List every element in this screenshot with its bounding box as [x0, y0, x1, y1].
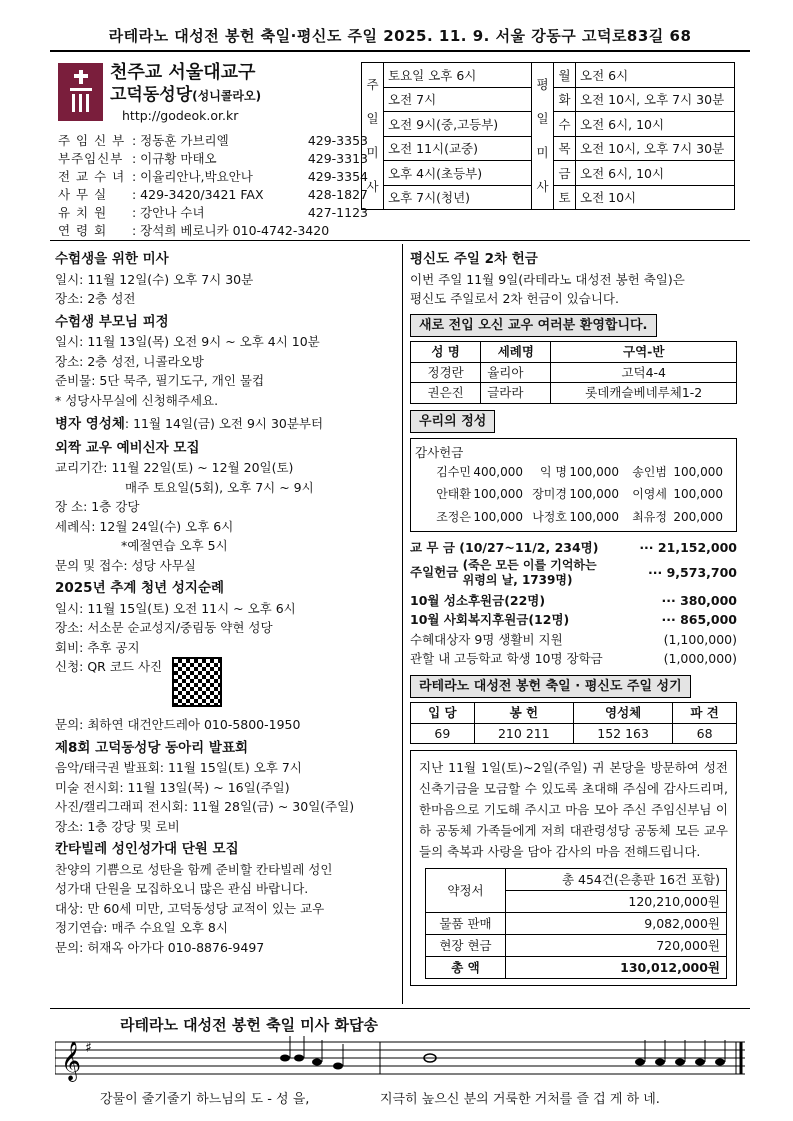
- list-item: 10월 성소후원금(22명) ··· 380,000: [410, 592, 737, 608]
- section-title: 외짝 교우 예비신자 모집: [55, 439, 200, 456]
- list-item: 주일헌금 (죽은 모든 이를 기억하는 위령의 날, 1739명) ··· 9,573,700: [410, 557, 737, 587]
- treble-clef-icon: 𝄞: [61, 1041, 82, 1081]
- offering-heading: 우리의 정성: [410, 410, 495, 434]
- thanks-offering-box: 감사헌금 김수민 400,000 익 명 100,000 송인범 100,000 안태환 100,000 장미경 100,000 이영세 100,000 조정은 100,000 나정호 100,000 최유정 200,000: [410, 438, 737, 532]
- sunday-mass-label: 주 일 미 사: [362, 63, 384, 210]
- right-column: 평신도 주일 2차 헌금 이번 주일 11월 9일(라테라노 대성전 봉헌 축일)은 평신도 주일로서 2차 헌금이 있습니다. 새로 전입 오신 교우 여러분 환영합니다. 성 명 세례명 구역-반 정경란 율리아 고덕4-4 권은진 글라라 롯데캐슬베네루체1-2 우리의 정성 감사헌금 김수민 400,000 익 명 100,000 송인범 100,000 안태환 100,000 장미경 100,000 이영세 100,000 조정은 100,000 나정호 100,000 최유정 200,000 교 무 금 (10/27~11/2, 234명) ··· 21,152,000 주일헌금 (죽은 모든 이를 기억하는 위령의 날, 1739명) ··· 9,573,700 10월 성소후원금(22명) ··· 380,000 10월 사회복지후원금(12명) ··· 865,000 수혜대상자 9명 생활비 지원 (1,100,000) 관할 내 고등학교 학생 10명 장학금 (1,000,000) 라테라노 대성전 봉헌 축일 · 평신도 주일 성기 입 당 봉 헌 영성체 파 견 69 210 211 152 163 68 지난 11월 1일(토)~2일(주일) 귀 본당을 방문하여 성전신축기금을 모금할 수 있도록 초대해 주심에 감사드리며, 한마음으로 기도해 주시고 마음 모아 주신 주임신부님 이하 공동체 가족들에게 저희 대관령성당 공동체 모든 교우들의 축복과 사랑을 담아 감사의 마음 전해드립니다. 약정서 총 454건(은총판 16건 포함) 120,210,000원 물품 판매 9,082,000원 현장 현금 720,000원 총 액 130,012,000원: [410, 246, 737, 986]
- sunday-mass-time: 오후 4시(초등부): [384, 161, 532, 186]
- left-column: 수험생을 위한 미사 일시: 11월 12일(수) 오후 7시 30분 장소: 2층 성전 수험생 부모님 피정 일시: 11월 13일(목) 오전 9시 ~ 오후 4시 10분 장소: 2층 성전, 니콜라오방 준비물: 5단 묵주, 필기도구, 개인 물컵 * 성당사무실에 신청해주세요. 병자 영성체: 11월 14일(금) 오전 9시 30분부터 외짝 교우 예비신자 모집 교리기간: 11월 22일(토) ~ 12월 20일(토) 매주 토요일(5회), 오후 7시 ~ 9시 장 소: 1층 강당 세례식: 12월 24일(수) 오후 6시 *예절연습 오후 5시 문의 및 접수: 성당 사무실 2025년 추계 청년 성지순례 일시: 11월 15일(토) 오전 11시 ~ 오후 6시 장소: 서소문 순교성지/중림동 약현 성당 회비: 추후 공지 신청: QR 코드 사진 문의: 최하연 대건안드레아 010-5800-1950 제8회 고덕동성당 동아리 발표회 음악/태극권 발표회: 11월 15일(토) 오후 7시 미술 전시회: 11월 13일(목) ~ 16일(주일) 사진/캘리그래피 전시회: 11월 28일(금) ~ 30일(주일) 장소: 1층 강당 및 로비 칸타빌레 성인성가대 단원 모집 찬양의 기쁨으로 성탄을 함께 준비할 칸타빌레 성인 성가대 단원을 모집하오니 많은 관심 바랍니다. 대상: 만 60세 미만, 고덕동성당 교적이 있는 교우 정기연습: 매주 수요일 오후 8시 문의: 허재옥 아가다 010-8876-9497: [55, 246, 395, 957]
- staff-role: 유 치 원: [58, 205, 108, 220]
- thank-you-message: 지난 11월 1일(토)~2일(주일) 귀 본당을 방문하여 성전신축기금을 모금할 수 있도록 초대해 주심에 감사드리며, 한마음으로 기도해 주시고 마음 모아 주신 주임신부님 이하 공동체 가족들에게 저희 대관령성당 공동체 모든 교우들의 축복과 사랑을 담아 감사의 마음 전해드립니다. 약정서 총 454건(은총판 16건 포함) 120,210,000원 물품 판매 9,082,000원 현장 현금 720,000원 총 액 130,012,000원: [410, 750, 737, 986]
- section-title: 칸타빌레 성인성가대 단원 모집: [55, 841, 239, 857]
- section-title: 병자 영성체: [55, 416, 125, 432]
- attendance-table: 입 당 봉 헌 영성체 파 견 69 210 211 152 163 68: [410, 702, 737, 744]
- staff-name: : 이율리안나,박요안나: [132, 169, 253, 184]
- lyrics-line-2: 지극히 높으신 분의 거룩한 거처를 즐 겁 게 하 네.: [380, 1092, 660, 1107]
- staff-role: 연 령 회: [58, 223, 108, 238]
- staff-name: : 장석희 베로니카 010-4742-3420: [132, 223, 330, 238]
- qr-code-icon[interactable]: [172, 657, 222, 707]
- sunday-mass-time: 오전 9시(중,고등부): [384, 112, 532, 137]
- music-staff: [55, 1036, 745, 1082]
- table-row: 약정서 총 454건(은총판 16건 포함): [426, 869, 727, 891]
- section-title: 제8회 고덕동성당 동아리 발표회: [55, 739, 249, 756]
- staff-role: 사 무 실: [58, 187, 108, 202]
- finance-summary: [410, 538, 737, 669]
- table-row: 120,210,000원: [426, 891, 727, 913]
- staff-role: 전 교 수 녀: [58, 169, 126, 184]
- section-title: 평신도 주일 2차 헌금: [410, 251, 538, 267]
- staff-phone: 428-1827: [307, 187, 368, 202]
- sunday-mass-time: 오후 7시(청년): [384, 185, 532, 210]
- bulletin-header: 라테라노 대성전 봉헌 축일·평신도 주일 2025. 11. 9. 서울 강동구 고덕로83길 68: [50, 25, 750, 52]
- staff-list: [58, 132, 372, 240]
- table-row: 총 액 130,012,000원: [426, 957, 727, 979]
- staff-phone: 429-3353: [307, 133, 368, 148]
- list-item: 관할 내 고등학교 학생 10명 장학금 (1,000,000): [410, 651, 737, 666]
- lyrics-line-1: 강물이 줄기줄기 하느님의 도 - 성 을,: [100, 1092, 310, 1107]
- table-row: 물품 판매 9,082,000원: [426, 913, 727, 935]
- weekday-mass-label: 평 일 미 사: [532, 63, 554, 210]
- section-title: 2025년 추계 청년 성지순례: [55, 580, 225, 596]
- staff-role: 주 임 신 부: [58, 133, 126, 148]
- svg-text:♯: ♯: [85, 1040, 92, 1056]
- welcome-heading: 새로 전입 오신 교우 여러분 환영합니다.: [410, 314, 657, 338]
- staff-name: : 강안나 수녀: [132, 205, 205, 220]
- section-title: 수험생을 위한 미사: [55, 251, 169, 267]
- staff-name: : 429-3420/3421 FAX: [132, 187, 264, 202]
- psalm-title: 라테라노 대성전 봉헌 축일 미사 화답송: [120, 1016, 378, 1034]
- staff-phone: 427-1123: [307, 205, 368, 220]
- staff-name: : 정동훈 가브리엘: [132, 133, 229, 148]
- list-item: 교 무 금 (10/27~11/2, 234명) ··· 21,152,000: [410, 540, 737, 555]
- table-row: 권은진 글라라 롯데캐슬베네루체1-2: [411, 383, 737, 404]
- stats-heading: 라테라노 대성전 봉헌 축일 · 평신도 주일 성기: [410, 675, 691, 699]
- parish-patron: (성니콜라오): [192, 89, 262, 103]
- table-row: 정경란 율리아 고덕4-4: [411, 362, 737, 383]
- parish-name: [110, 62, 261, 107]
- table-row: 69 210 211 152 163 68: [411, 723, 737, 744]
- donation-table: [425, 868, 727, 979]
- sunday-mass-time: 토요일 오후 6시: [384, 63, 532, 88]
- diocese-name: 천주교 서울대교구: [110, 62, 256, 83]
- church-logo: [58, 63, 103, 121]
- list-item: 수혜대상자 9명 생활비 지원 (1,100,000): [410, 631, 737, 647]
- list-item: 10월 사회복지후원금(12명) ··· 865,000: [410, 612, 737, 627]
- table-row: 현장 현금 720,000원: [426, 935, 727, 957]
- staff-phone: 429-3354: [307, 169, 368, 184]
- welcome-table: 성 명 세례명 구역-반 정경란 율리아 고덕4-4 권은진 글라라 롯데캐슬베네루체1-2: [410, 341, 737, 404]
- staff-phone: 429-3313: [307, 151, 368, 166]
- staff-name: : 이규황 마태오: [132, 151, 217, 166]
- staff-role: 부주임신부: [58, 151, 124, 166]
- mass-schedule: 주 일 미 사 토요일 오후 6시 평 일 미 사 월 오전 6시 오전 7시 화 오전 10시, 오후 7시 30분 오전 9시(중,고등부) 수 오전 6시, 10시 오전 11시(교중) 목 오전 10시, 오후 7시 30분 오후 4시(초등부) 금 오전 6시, 10시 오후 7시(청년) 토 오전 10시: [361, 62, 735, 210]
- parish-title: 고덕동성당: [110, 85, 193, 105]
- section-title: 수험생 부모님 피정: [55, 313, 169, 330]
- sunday-mass-time: 오전 11시(교중): [384, 136, 532, 161]
- sunday-mass-time: 오전 7시: [384, 87, 532, 112]
- parish-url[interactable]: http://godeok.or.kr: [122, 108, 239, 123]
